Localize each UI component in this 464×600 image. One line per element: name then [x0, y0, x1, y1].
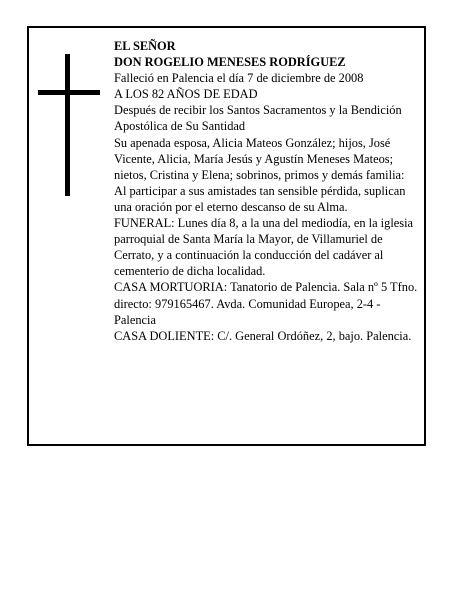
cross-vertical-bar — [65, 54, 70, 196]
funeral-paragraph: FUNERAL: Lunes día 8, a la una del mediodía, en la iglesia parroquial de Santa María la Mayor, de Villamuriel de Cerrato, y a continuación la conducción del cadáver al cementerio de dicha localidad. — [114, 216, 414, 279]
deceased-name: DON ROGELIO MENESES RODRÍGUEZ — [114, 55, 346, 70]
casa-mortuoria-paragraph: CASA MORTUORIA: Tanatorio de Palencia. Sala nº 5 Tfno. directo: 979165467. Avda. Comunidad Europea, 2-4 - Palencia — [114, 280, 418, 327]
sacraments-paragraph: Después de recibir los Santos Sacramentos y la Bendición Apostólica de Su Santidad — [114, 103, 402, 134]
notice-title: EL SEÑOR — [114, 39, 176, 53]
prayer-request-paragraph: Al participar a sus amistades tan sensible pérdida, suplican una oración por el eterno descanso de su Alma. — [114, 183, 406, 214]
age-line: A LOS 82 AÑOS DE EDAD — [114, 87, 258, 102]
death-date-line: Falleció en Palencia el día 7 de diciembre de 2008 — [114, 71, 364, 86]
obituary-text — [114, 38, 424, 344]
family-paragraph: Su apenada esposa, Alicia Mateos González; hijos, José Vicente, Alicia, María Jesús y Agustín Meneses Mateos; nietos, Cristina y Elena; sobrinos, primos y demás familia: — [114, 135, 405, 182]
cross-horizontal-bar — [38, 90, 100, 95]
casa-doliente-paragraph: CASA DOLIENTE: C/. General Ordóñez, 2, bajo. Palencia. — [114, 328, 412, 343]
cross-icon — [38, 54, 100, 196]
